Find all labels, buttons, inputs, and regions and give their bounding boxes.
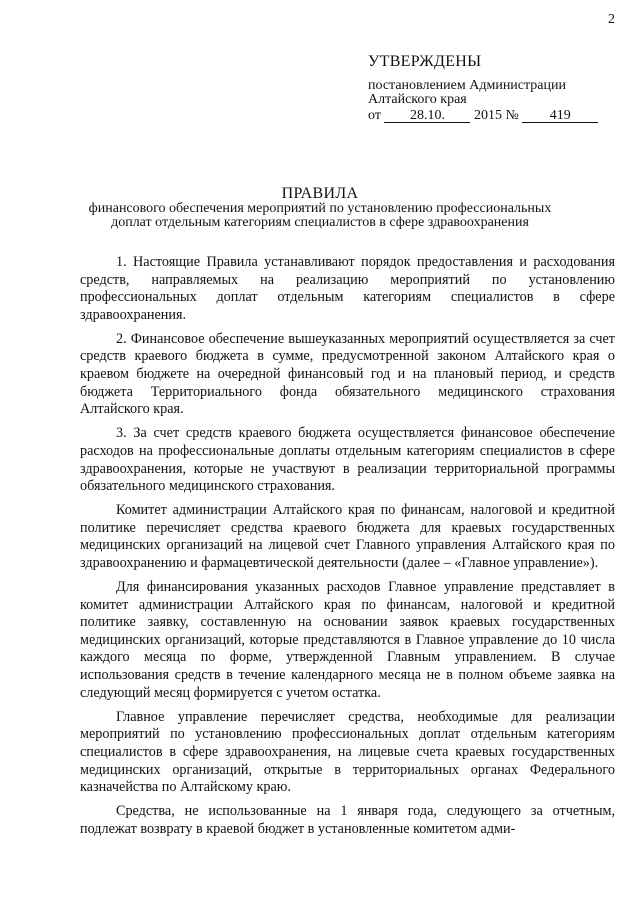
approval-heading: УТВЕРЖДЕНЫ [368, 53, 482, 70]
approval-block [368, 55, 598, 123]
paragraph-4: Комитет администрации Алтайского края по финансам, налоговой и кредитной политике перечисляет средства краевого бюджета для краевых государственных медицинских организаций на лицевой счет Главного управления Алтайского края по здравоохранению и фармацевтической деятельности (далее – «Главное управление»). [80, 502, 615, 571]
paragraph-5: Для финансирования указанных расходов Главное управление представляет в комитет администрации Алтайского края по финансам, налоговой и кредитной политике заявку, составленную на основании заявок краевых государственных медицинских организаций, которые представляются в Главное управление до 10 числа каждого месяца по форме, утвержденной Главным управлением. В случае использования средств в течение календарного месяца не в полном объеме заявка на следующий месяц формируется с учетом остатка. [80, 579, 615, 701]
approval-date-line [368, 109, 598, 123]
paragraph-6: Главное управление перечисляет средства, необходимые для реализации мероприятий по установлению профессиональных доплат отдельным категориям специалистов в сфере здравоохранения, на лицевые счета краевых государственных медицинских организаций, открытые в территориальных органах Федерального казначейства по Алтайскому краю. [80, 708, 615, 796]
paragraph-2: 2. Финансовое обеспечение вышеуказанных мероприятий осуществляется за счет средств краевого бюджета в сумме, предусмотренной законом Алтайского края о краевом бюджете на очередной финансовый год и на плановый период, и средств бюджета Территориального фонда обязательного медицинского страхования Алтайского края. [80, 330, 615, 418]
paragraph-7: Средства, не использованные на 1 января года, следующего за отчетным, подлежат возврату в краевой бюджет в установленные комитетом адми- [80, 803, 615, 837]
title-sub-line-1: финансового обеспечения мероприятий по установлению профессиональных [88, 201, 552, 216]
page-number: 2 [608, 12, 615, 27]
title-sub-line-2: доплат отдельным категориям специалистов в сфере здравоохранения [111, 215, 529, 230]
paragraph-1: 1. Настоящие Правила устанавливают порядок предоставления и расходования средств, направляемых на реализацию мероприятий по установлению профессиональных доплат отдельным категориям специалистов в сфере здравоохранения. [80, 254, 615, 323]
document-body [80, 254, 615, 845]
year-text: 2015 № [473, 108, 519, 123]
title-main: ПРАВИЛА [281, 185, 359, 202]
paragraph-3: 3. За счет средств краевого бюджета осуществляется финансовое обеспечение расходов на профессиональные доплаты отдельным категориям специалистов в сфере здравоохранения, которые не участвуют в реализации территориальной программы обязательного медицинского страхования. [80, 425, 615, 495]
date-value: 28.10. [384, 109, 470, 123]
approval-line-2: Алтайского края [368, 92, 467, 107]
approval-line-1: постановлением Администрации [368, 78, 566, 93]
date-prefix: от [368, 108, 381, 123]
document-title [0, 186, 640, 230]
decree-number: 419 [522, 109, 598, 123]
